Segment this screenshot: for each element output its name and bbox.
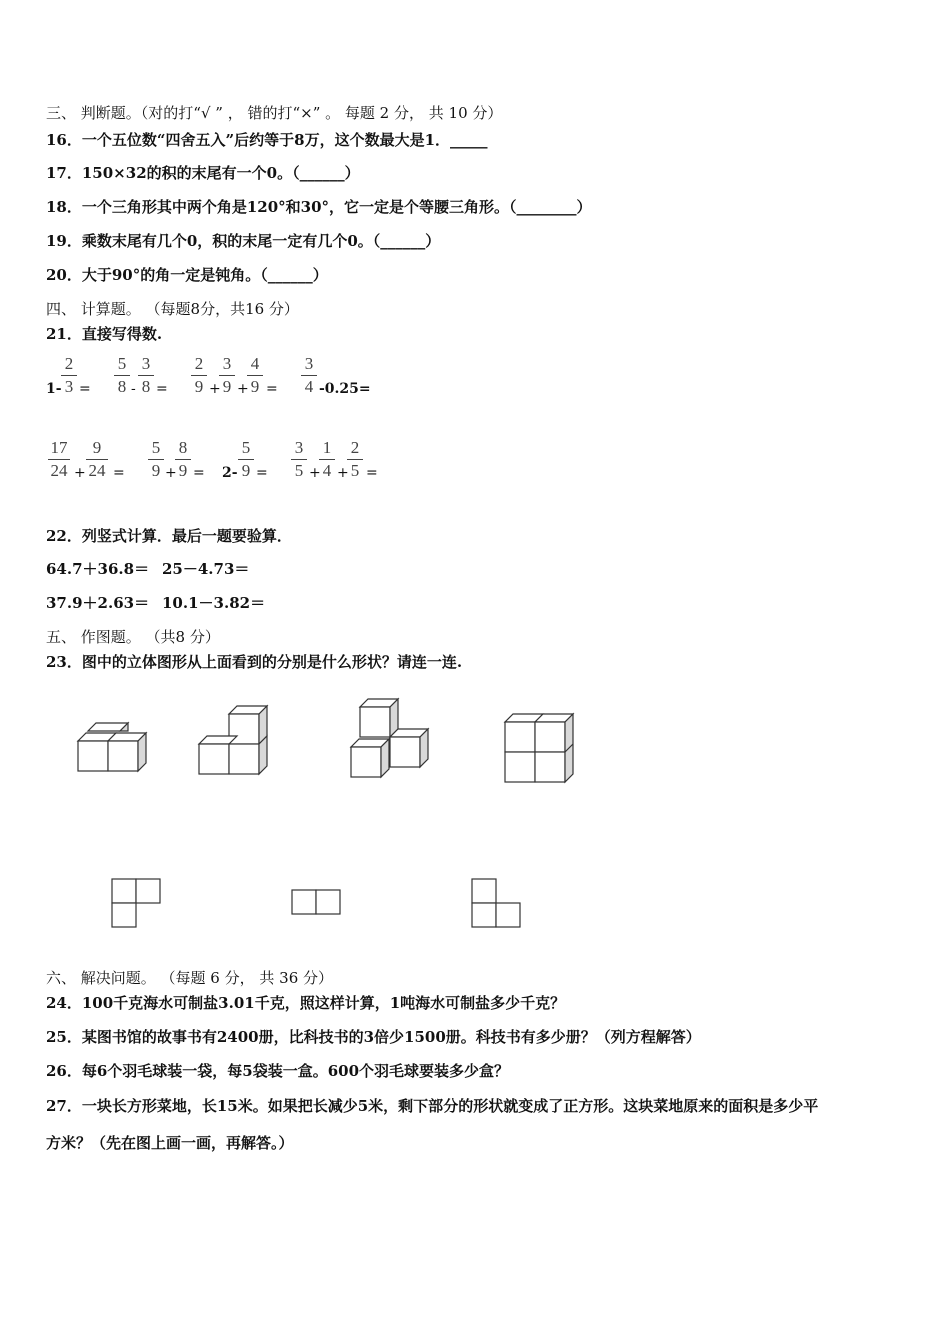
cube-figure-1	[70, 715, 155, 775]
equals-sign: =	[366, 465, 378, 481]
top-view-l-shape-1	[110, 877, 165, 929]
operator: +	[337, 465, 349, 481]
fraction: 5 9	[148, 438, 164, 481]
equals-sign: =	[256, 465, 268, 481]
expr-suffix: -0.25=	[319, 381, 371, 397]
operator: +	[165, 465, 177, 481]
question-21: 21．直接写得数.	[46, 325, 163, 343]
section-5-heading: 五、 作图题。 （共8 分）	[46, 628, 220, 646]
cube-figure-3	[348, 693, 438, 783]
section-6-heading: 六、 解决问题。 （每题 6 分， 共 36 分）	[46, 969, 334, 987]
fraction: 8 9	[175, 438, 191, 481]
fraction: 4 9	[247, 354, 263, 397]
fraction: 5 9	[238, 438, 254, 481]
section-4-heading: 四、 计算题。 （每题8分，共16 分）	[46, 300, 299, 318]
question-16: 16．一个五位数“四舍五入”后约等于8万，这个数最大是1．_____	[46, 131, 488, 149]
equals-sign: =	[79, 381, 91, 397]
expr-prefix: 2-	[222, 465, 238, 481]
calc-c: 37.9＋2.63＝	[46, 594, 150, 612]
operator: +	[74, 465, 86, 481]
question-27-line-2: 方米？（先在图上画一画，再解答。）	[46, 1134, 294, 1152]
fraction: 2 3	[61, 354, 77, 397]
fraction: 17 24	[48, 438, 70, 481]
operator: +	[237, 381, 249, 397]
equals-sign: =	[193, 465, 205, 481]
cube-figure-4	[502, 708, 582, 788]
section-3-heading: 三、 判断题。（对的打“√ ” ， 错的打“×” 。 每题 2 分， 共 10 分）	[46, 104, 503, 122]
calc-a: 64.7＋36.8＝	[46, 560, 150, 578]
fraction: 3 4	[301, 354, 317, 397]
operator: +	[209, 381, 221, 397]
question-19: 19．乘数末尾有几个0，积的末尾一定有几个0。（______）	[46, 232, 441, 250]
fraction: 3 5	[291, 438, 307, 481]
question-22: 22．列竖式计算．最后一题要验算．	[46, 527, 292, 545]
question-27-line-1: 27．一块长方形菜地，长15米。如果把长减少5米，剩下部分的形状就变成了正方形。这块菜地原来的面积是多少平	[46, 1097, 819, 1115]
calc-d: 10.1－3.82＝	[162, 594, 266, 612]
fraction: 3 8	[138, 354, 154, 397]
calc-b: 25－4.73＝	[162, 560, 250, 578]
fraction: 2 9	[191, 354, 207, 397]
question-24: 24．100千克海水可制盐3.01千克，照这样计算，1吨海水可制盐多少千克？	[46, 994, 566, 1012]
fraction: 9 24	[86, 438, 108, 481]
expr-prefix: 1-	[46, 381, 62, 397]
question-18: 18．一个三角形其中两个角是120°和30°，它一定是个等腰三角形。（________）	[46, 198, 592, 216]
question-20: 20．大于90°的角一定是钝角。（______）	[46, 266, 328, 284]
fraction: 2 5	[347, 438, 363, 481]
question-26: 26．每6个羽毛球装一袋，每5袋装一盒。600个羽毛球要装多少盒？	[46, 1062, 510, 1080]
fraction: 5 8	[114, 354, 130, 397]
question-25: 25．某图书馆的故事书有2400册，比科技书的3倍少1500册。科技书有多少册？（列方程解答）	[46, 1028, 701, 1046]
equals-sign: =	[156, 381, 168, 397]
question-17: 17．150×32的积的末尾有一个0。（______）	[46, 164, 360, 182]
operator: +	[309, 465, 321, 481]
operator: -	[131, 381, 136, 397]
top-view-two-squares	[290, 888, 345, 918]
fraction: 3 9	[219, 354, 235, 397]
fraction: 1 4	[319, 438, 335, 481]
equals-sign: =	[113, 465, 125, 481]
top-view-l-shape-2	[470, 877, 525, 929]
question-23: 23．图中的立体图形从上面看到的分别是什么形状？请连一连.	[46, 653, 463, 671]
equals-sign: =	[266, 381, 278, 397]
cube-figure-2	[196, 700, 276, 780]
